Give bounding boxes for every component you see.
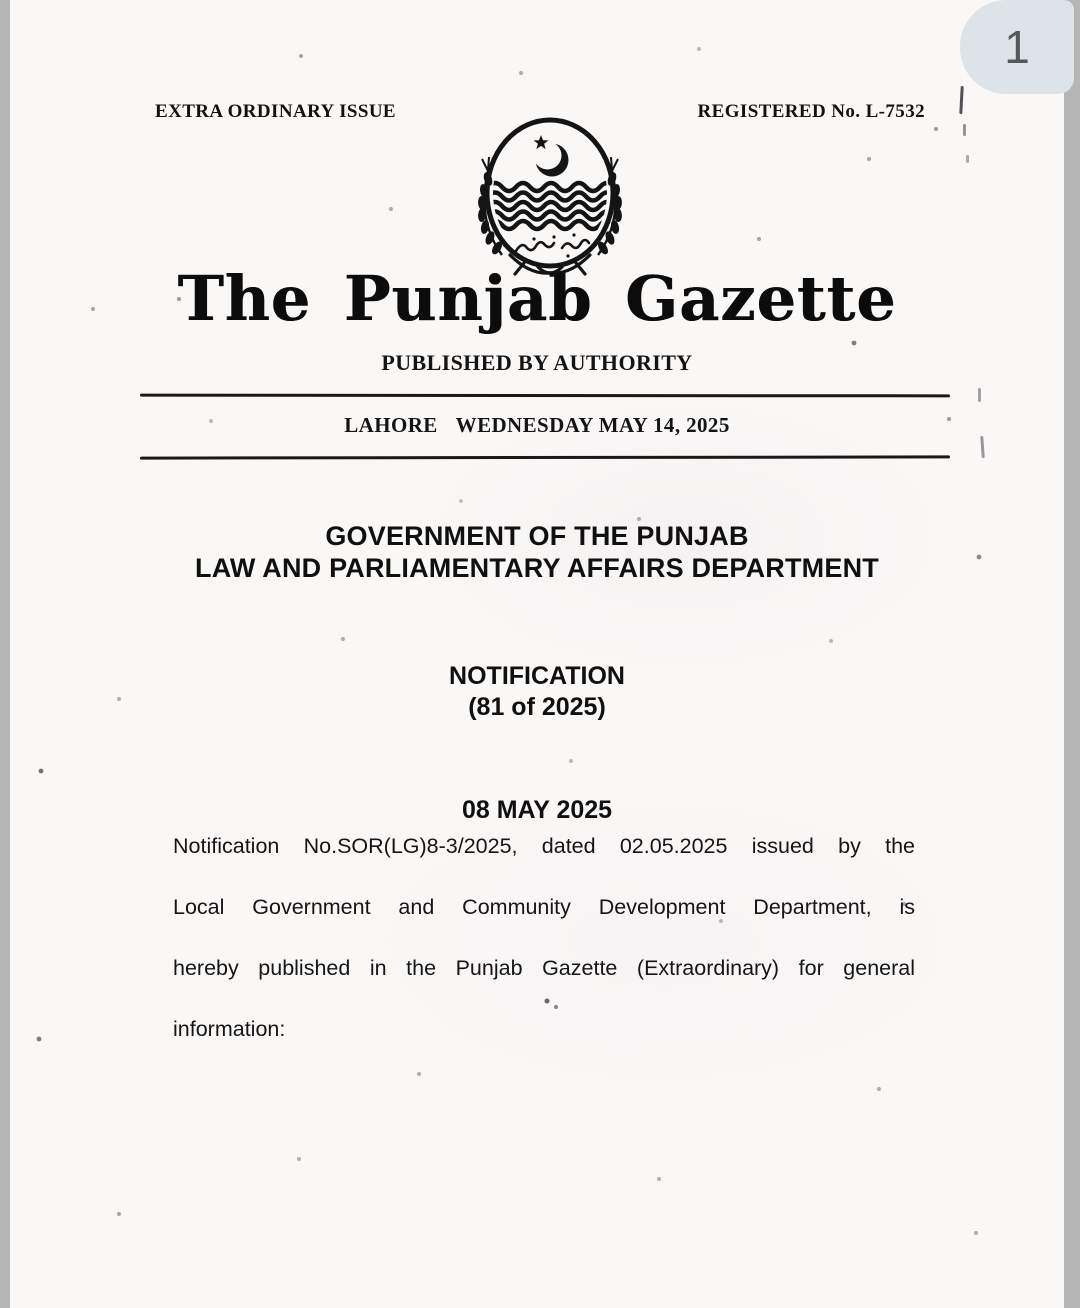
body-line: Notification No.SOR(LG)8-3/2025, dated 02.05.2025 issued by the — [173, 834, 915, 858]
authority-line: PUBLISHED BY AUTHORITY — [381, 350, 693, 375]
notification-heading: NOTIFICATION — [449, 662, 625, 690]
scan-artifact — [966, 155, 969, 163]
notification-date: 08 MAY 2025 — [461, 796, 613, 824]
crescent-star-icon — [534, 135, 569, 177]
page-number-label: 1 — [1004, 21, 1030, 73]
dateline-date: WEDNESDAY MAY 14, 2025 — [455, 413, 730, 437]
page-number-badge — [960, 0, 1074, 94]
body-line: information: — [173, 1017, 286, 1041]
dateline-city: LAHORE — [344, 413, 438, 437]
scan-artifact — [959, 86, 963, 114]
river-waves — [488, 183, 614, 229]
divider-rule-top — [140, 394, 950, 398]
punjab-government-emblem-icon — [450, 112, 650, 280]
issue-label: EXTRA ORDINARY ISSUE — [155, 101, 397, 122]
urdu-calligraphy — [516, 233, 589, 257]
gazette-title: The Punjab Gazette — [177, 262, 897, 335]
department-heading-line2: LAW AND PARLIAMENTARY AFFAIRS DEPARTMENT — [195, 553, 879, 583]
body-line: Local Government and Community Development Department, is — [173, 895, 915, 919]
notification-number: (81 of 2025) — [468, 693, 606, 721]
document-page — [10, 0, 1064, 1308]
dateline — [10, 413, 1064, 438]
registered-number-label: REGISTERED No. L-7532 — [697, 101, 925, 122]
body-line: hereby published in the Punjab Gazette (Extraordinary) for general — [173, 956, 915, 980]
scan-artifact — [978, 388, 981, 402]
notification-body — [173, 831, 915, 1045]
scan-artifact — [980, 436, 984, 458]
divider-rule-bottom — [140, 455, 950, 459]
scan-artifact — [963, 124, 966, 136]
department-heading-line1: GOVERNMENT OF THE PUNJAB — [325, 521, 749, 551]
scan-noise — [10, 0, 12, 2]
